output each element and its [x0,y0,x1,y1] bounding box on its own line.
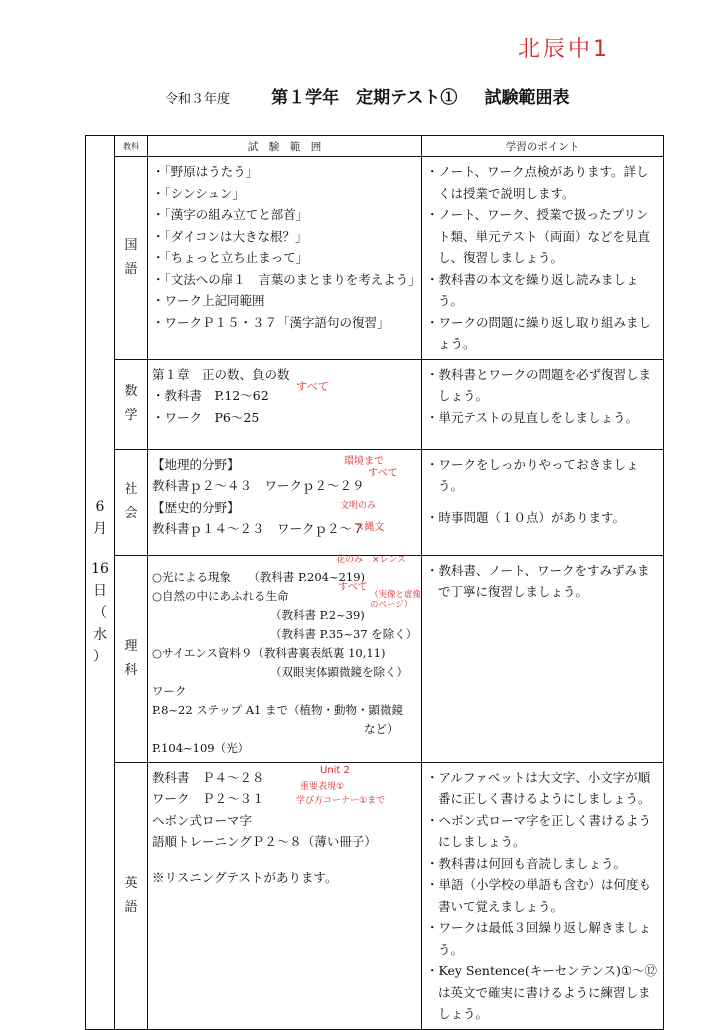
subject-char: 語 [124,899,138,915]
point-item: ・ヘボン式ローマ字を正しく書けるようにしましょう。 [426,812,652,849]
range-line: 第１章 正の数、負の数 [152,366,290,382]
subject-char: 会 [124,506,138,521]
handwritten-annotation: すべて [296,379,329,393]
point-item: ・教科書、ノート、ワークをすみずみまで丁寧に復習しましょう。 [426,562,650,599]
exam-date [86,136,115,1030]
handwritten-annotation: すべて [368,467,398,479]
range-line: 教科書ｐ１４～２３ ワークｐ２～７ [152,521,365,536]
range-line: ○自然の中にあふれる生命 [152,588,289,603]
range-line: ・「ダイコンは大きな根？」 [152,228,308,244]
range-cell [148,555,422,762]
range-line: ・教科書 P.12～62 [152,388,269,403]
exam-range-table [85,135,664,1030]
range-line: ・「文法への扉１ 言葉のまとまりを考えよう」 [152,271,421,287]
subject-char: 英 [124,875,138,891]
range-cell [148,157,422,360]
fiscal-year: 令和３年度 [165,92,231,107]
point-item: ・教科書の本文を繰り返し読みましょう。 [426,271,639,308]
range-line: ※リスニングテストがあります。 [152,869,338,885]
handwritten-annotation: ×縄文 [356,521,385,533]
subject-name [115,449,148,555]
range-line: ヘボン式ローマ字 [152,812,253,828]
subject-row-japanese [86,157,664,360]
date-part: （ [93,605,107,622]
range-line: 【地理的分野】 [152,456,240,472]
range-line: ・ワーク P6～25 [152,409,260,425]
range-line: など） [364,721,399,736]
date-part: ） [93,649,107,666]
header-points: 学習のポイント [422,136,664,157]
point-item: ・ワークをしっかりやっておきましょう。 [426,456,639,493]
range-line: 語順トレーニングＰ２～８（薄い冊子） [152,834,377,849]
subject-char: 数 [124,384,138,399]
handwritten-school-name: 北辰中1 [518,37,610,62]
point-item: ・ノート、ワーク、授業で扱ったプリント類、単元テスト（両面）などを見直し、復習しましょう。 [426,207,651,265]
range-line: ・「野原はうたう」 [152,164,259,179]
date-part: 月 [93,521,107,538]
points-cell [422,359,664,449]
range-line: P.104~109（光） [152,740,250,755]
range-line: ・ワークＰ１５・３７「漢字語句の復習」 [152,314,390,330]
point-item: ・ノート、ワーク点検があります。詳しくは授業で説明します。 [426,164,649,201]
range-line: 教科書 Ｐ４～２８ [152,769,265,785]
range-line: （教科書 P.35~37 を除く） [270,626,418,641]
date-part: 水 [93,627,107,644]
document-header [165,83,570,108]
range-cell [148,359,422,449]
subject-row-english [86,762,664,1029]
date-part: 6 [95,499,105,516]
point-item: ・ワークの問題に繰り返し取り組みましょう。 [426,314,652,351]
header-subject: 教科 [115,136,148,157]
range-line: （教科書 P.2~39) [270,607,365,622]
subject-row-social [86,449,664,555]
points-cell [422,555,664,762]
range-line: 教科書ｐ２～４３ ワークｐ２～２９ [152,478,365,493]
handwritten-annotation: 学び方コーナー①まで [296,795,386,806]
subject-row-math [86,359,664,449]
range-line: ・「漢字の組み立てと部首」 [152,207,309,222]
subject-name [115,157,148,360]
handwritten-annotation: （実像と虚像のページ） [370,589,422,610]
date-spacer [86,540,114,558]
handwritten-annotation: すべて [338,581,368,593]
range-line: 【歴史的分野】 [152,499,240,515]
range-line: ・「シンシュン」 [152,185,245,201]
point-item: ・教科書は何回も音読しましょう。 [426,855,627,871]
subject-char: 語 [124,261,138,277]
point-item: ・単元テストの見直しをしましょう。 [426,409,639,425]
date-part: 日 [93,583,107,600]
date-part: 16 [91,561,109,578]
handwritten-annotation: 花のみ ×レンズ [336,554,407,565]
point-item: ・単語（小学校の単語も含む）は何度も書いて覚えましょう。 [426,877,652,914]
handwritten-annotation: 環境まで [344,455,384,467]
header-range: 試 験 範 囲 [148,136,422,157]
point-item: ・時事問題（１０点）があります。 [426,509,626,525]
range-line: ・ワーク上記同範囲 [152,293,265,308]
subject-char: 学 [124,408,138,423]
subject-char: 科 [124,662,138,678]
range-line: P.8~22 ステップ A1 まで（植物・動物・顕微鏡 [152,702,404,717]
point-item: ・ワークは最低３回繰り返し解きましょう。 [426,920,652,957]
points-cell [422,449,664,555]
range-line: （双眼実体顕微鏡を除く） [270,664,408,679]
point-item: ・アルファベットは大文字、小文字が順番に正しく書けるようにしましょう。 [426,769,651,806]
range-cell [148,762,422,1029]
subject-row-science [86,555,664,762]
point-item: ・Key Sentence(キーセンテンス)①～⑫は英文で確実に書けるように練習しましょう。 [426,963,658,1021]
range-cell [148,449,422,555]
table-header-row [86,136,664,157]
range-line: ・「ちょっと立ち止まって」 [152,250,309,265]
subject-name [115,359,148,449]
document-subtitle: 試験範囲表 [484,88,570,108]
range-line: ○光による現象 （教科書 P.204~219) [152,569,366,584]
document-title: 第１学年 定期テスト① [271,88,458,108]
points-cell [422,157,664,360]
subject-char: 社 [124,482,138,497]
subject-char: 国 [124,237,138,253]
handwritten-annotation: 重要表現① [300,781,345,792]
range-line: ワーク Ｐ２～３１ [152,791,265,806]
range-line: ○サイエンス資料９（教科書裏表紙裏 10,11) [152,645,386,660]
subject-char: 理 [124,638,138,654]
subject-name [115,762,148,1029]
point-item: ・教科書とワークの問題を必ず復習しましょう。 [426,366,652,403]
range-line: ワーク [152,683,187,698]
subject-name [115,555,148,762]
points-cell [422,762,664,1029]
handwritten-annotation: Unit 2 [320,764,350,776]
handwritten-annotation: 文明のみ [340,500,377,511]
